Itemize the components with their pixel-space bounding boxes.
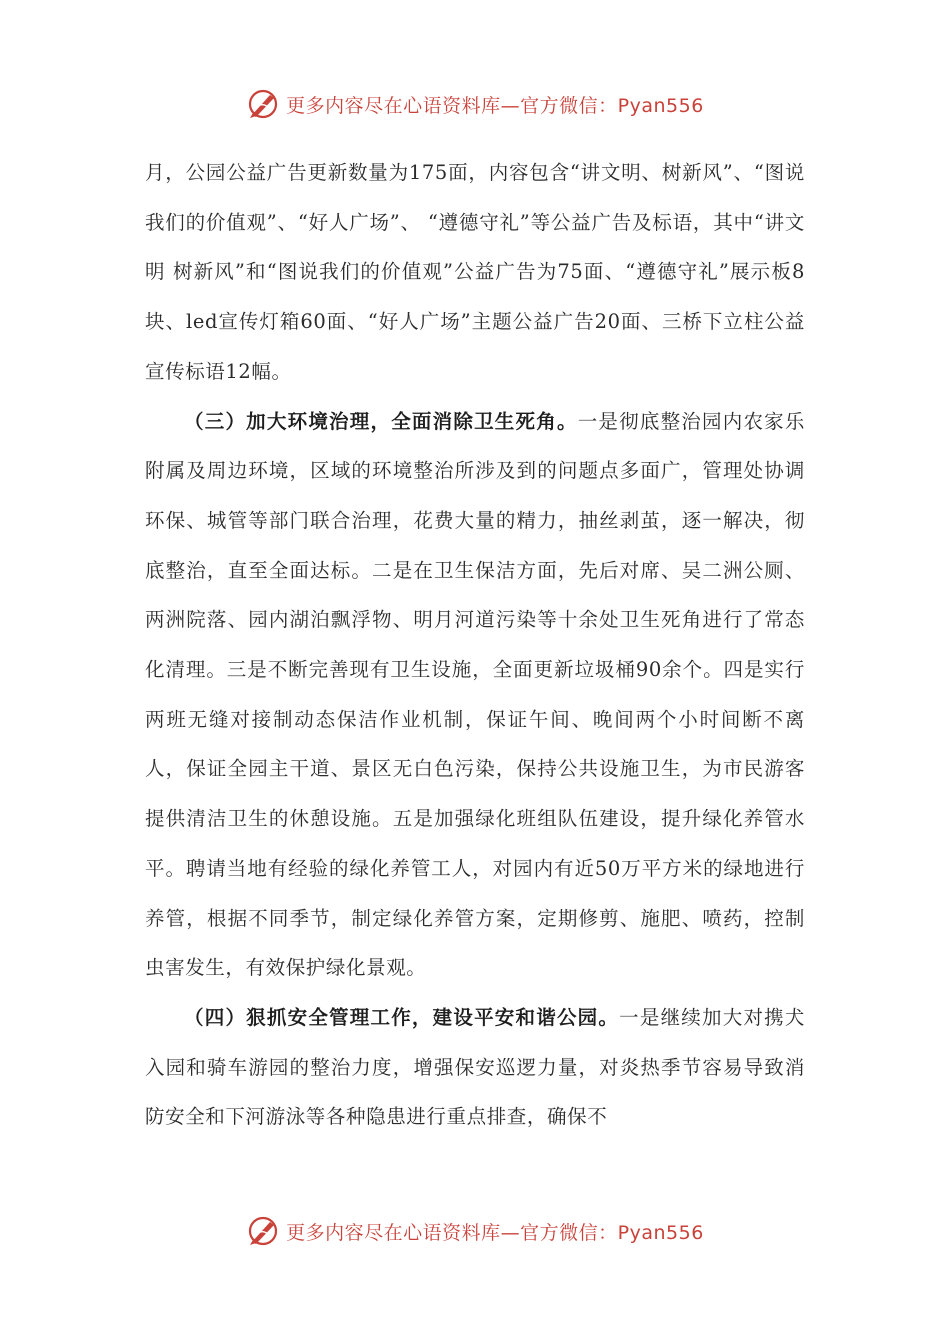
paragraph-3 [145,993,805,1142]
pen-logo-icon [246,87,280,121]
document-body [145,148,805,1142]
pen-logo-icon [246,1214,280,1248]
paragraph-2-body: 一是彻底整治园内农家乐附属及周边环境，区域的环境整治所涉及到的问题点多面广，管理处协调环保、城管等部门联合治理，花费大量的精力，抽丝剥茧，逐一解决，彻底整治，直至全面达标。二是在卫生保洁方面，先后对席、吴二洲公厕、两洲院落、园内湖泊飘浮物、明月河道污染等十余处卫生死角进行了常态化清理。三是不断完善现有卫生设施，全面更新垃圾桶90余个。四是实行两班无缝对接制动态保洁作业机制，保证午间、晚间两个小时间断不离人，保证全园主干道、景区无白色污染，保持公共设施卫生，为市民游客提供清洁卫生的休憩设施。五是加强绿化班组队伍建设，提升绿化养管水平。聘请当地有经验的绿化养管工人，对园内有近50万平方米的绿地进行养管，根据不同季节，制定绿化养管方案，定期修剪、施肥、喷药，控制虫害发生，有效保护绿化景观。 [145,409,805,980]
footer-banner-text: 更多内容尽在心语资料库—官方微信：Pyan556 [286,1221,704,1244]
header-banner [0,84,950,124]
paragraph-1-body: 月，公园公益广告更新数量为175面，内容包含“讲文明、树新风”、“图说我们的价值观”、“好人广场”、 “遵德守礼”等公益广告及标语，其中“讲文明 树新风”和“图说我们的价值观”公益广告为75面、“遵德守礼”展示板8块、led宣传灯箱60面、“好人广场”主题公益广告20面、三桥下立柱公益宣传标语12幅。 [145,161,805,383]
footer-banner [0,1211,950,1251]
section-3-heading: （三）加大环境治理，全面消除卫生死角。 [184,409,578,433]
section-4-heading: （四）狠抓安全管理工作，建设平安和谐公园。 [184,1005,620,1029]
paragraph-3-body: 一是继续加大对携犬入园和骑车游园的整治力度，增强保安巡逻力量，对炎热季节容易导致消防安全和下河游泳等各种隐患进行重点排查，确保不 [145,1005,805,1129]
header-banner-text: 更多内容尽在心语资料库—官方微信：Pyan556 [286,94,704,117]
paragraph-2 [145,397,805,993]
paragraph-1 [145,148,805,397]
